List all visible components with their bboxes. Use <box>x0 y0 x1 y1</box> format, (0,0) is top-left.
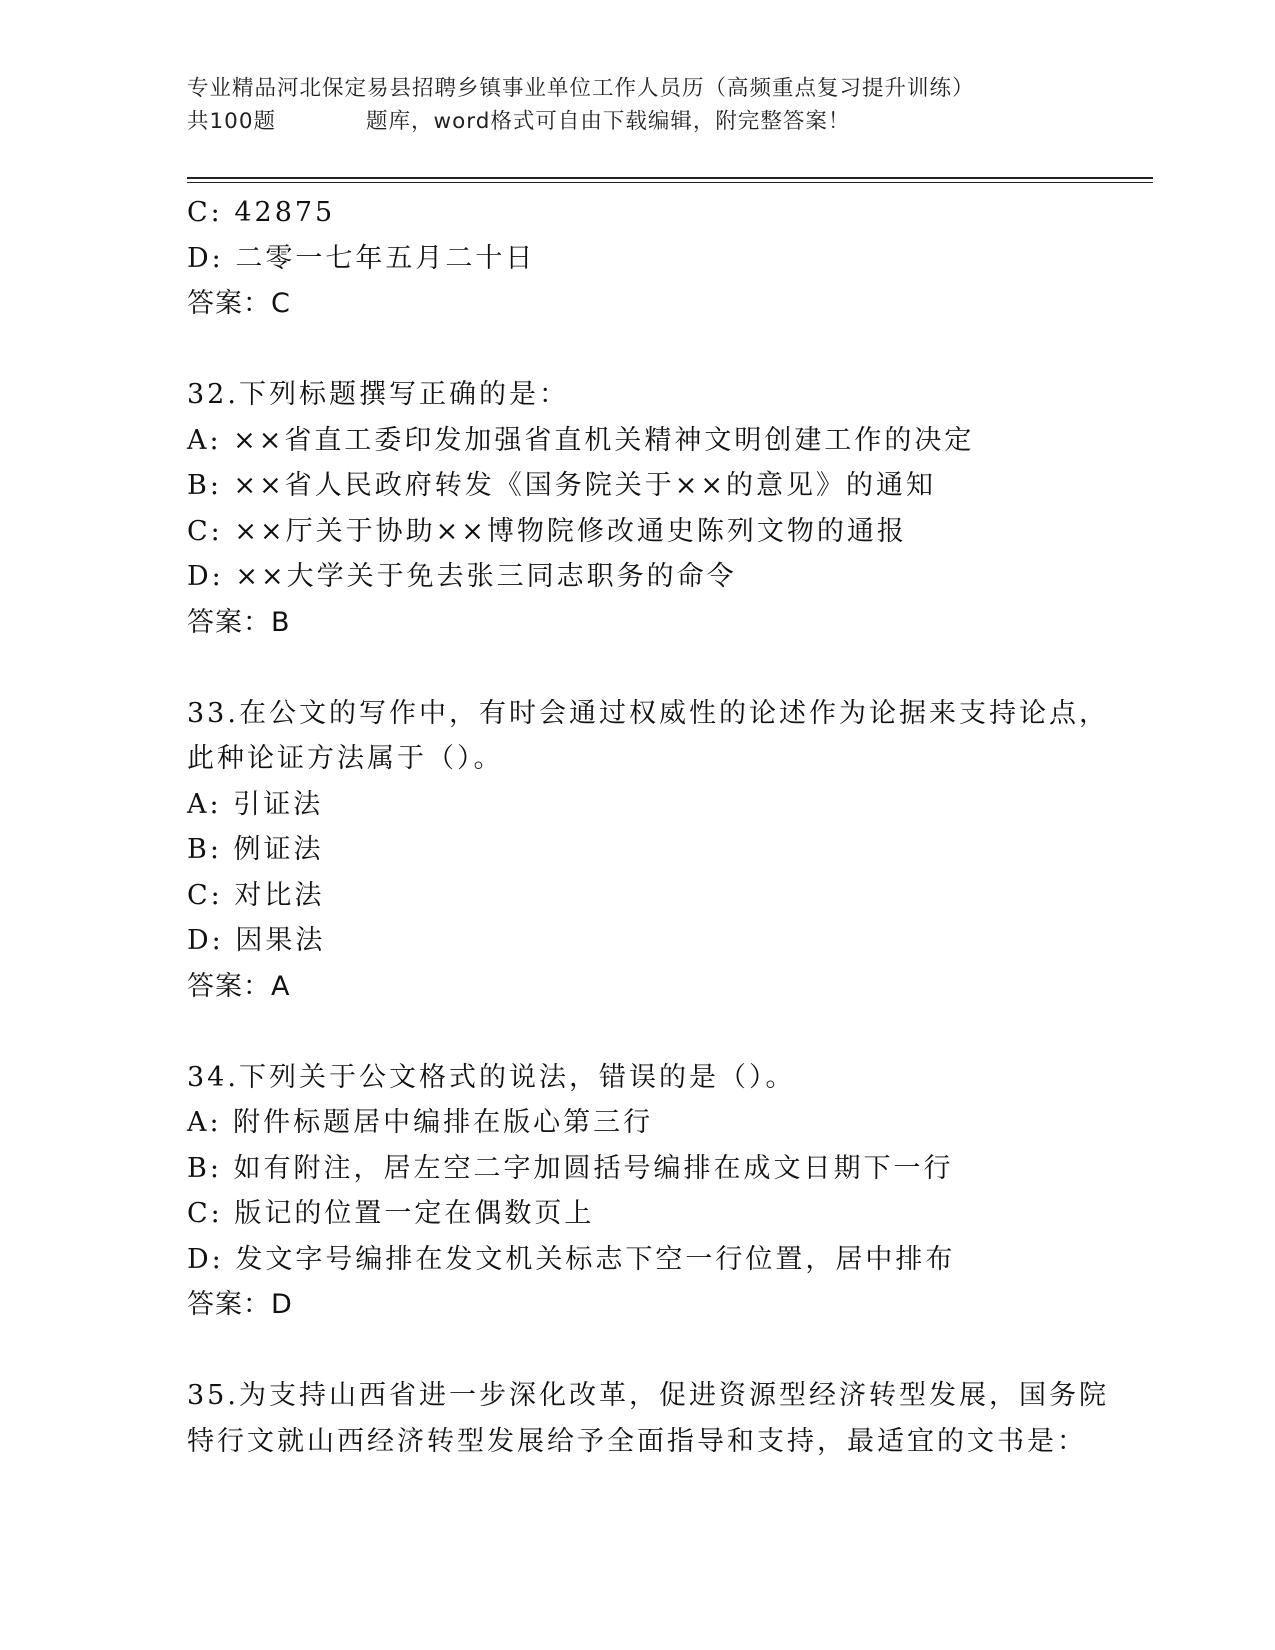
document-body <box>187 190 1127 1464</box>
header-description: 题库，word格式可自由下载编辑，附完整答案！ <box>366 109 851 134</box>
header-rule-thin <box>187 182 1153 183</box>
prev-option-c: C: 42875 <box>187 197 336 228</box>
question-35-stem: 35.为支持山西省进一步深化改革，促进资源型经济转型发展，国务院 <box>187 1380 1109 1411</box>
page-header <box>187 72 1147 138</box>
header-title: 专业精品河北保定易县招聘乡镇事业单位工作人员历（高频重点复习提升训练） <box>187 76 975 101</box>
prev-answer: 答案：C <box>187 288 291 319</box>
question-34-stem: 34.下列关于公文格式的说法，错误的是（）。 <box>187 1061 796 1093</box>
header-rule <box>187 177 1153 179</box>
question-33-option-d: D: 因果法 <box>187 925 326 956</box>
question-32-option-c: C: ××厅关于协助××博物院修改通史陈列文物的通报 <box>187 515 907 547</box>
header-question-count: 共100题 <box>187 109 277 134</box>
question-32-answer: 答案：B <box>187 606 291 638</box>
question-33-option-a: A: 引证法 <box>187 788 324 820</box>
question-34-option-a: A: 附件标题居中编排在版心第三行 <box>187 1107 654 1138</box>
question-32-option-d: D: ××大学关于免去张三同志职务的命令 <box>187 561 737 592</box>
question-34-option-d: D: 发文字号编排在发文机关标志下空一行位置，居中排布 <box>187 1243 956 1275</box>
question-34-answer: 答案：D <box>187 1289 293 1320</box>
question-35-stem-cont: 特行文就山西经济转型发展给予全面指导和支持，最适宜的文书是： <box>187 1425 1087 1457</box>
question-33-option-b: B: 例证法 <box>187 834 324 865</box>
question-33-answer: 答案：A <box>187 970 291 1002</box>
question-33-stem: 33.在公文的写作中，有时会通过权威性的论述作为论据来支持论点， <box>187 697 1109 729</box>
prev-option-d: D: 二零一七年五月二十日 <box>187 242 536 274</box>
question-34-option-c: C: 版记的位置一定在偶数页上 <box>187 1198 595 1229</box>
question-32-stem: 32.下列标题撰写正确的是： <box>187 379 569 410</box>
question-33-option-c: C: 对比法 <box>187 879 325 911</box>
question-32-option-b: B: ××省人民政府转发《国务院关于××的意见》的通知 <box>187 470 937 501</box>
question-34-option-b: B: 如有附注，居左空二字加圆括号编排在成文日期下一行 <box>187 1152 954 1184</box>
question-32-option-a: A: ××省直工委印发加强省直机关精神文明创建工作的决定 <box>187 424 975 456</box>
question-33-stem-cont: 此种论证方法属于（）。 <box>187 743 504 774</box>
header-subtitle <box>187 105 1147 138</box>
